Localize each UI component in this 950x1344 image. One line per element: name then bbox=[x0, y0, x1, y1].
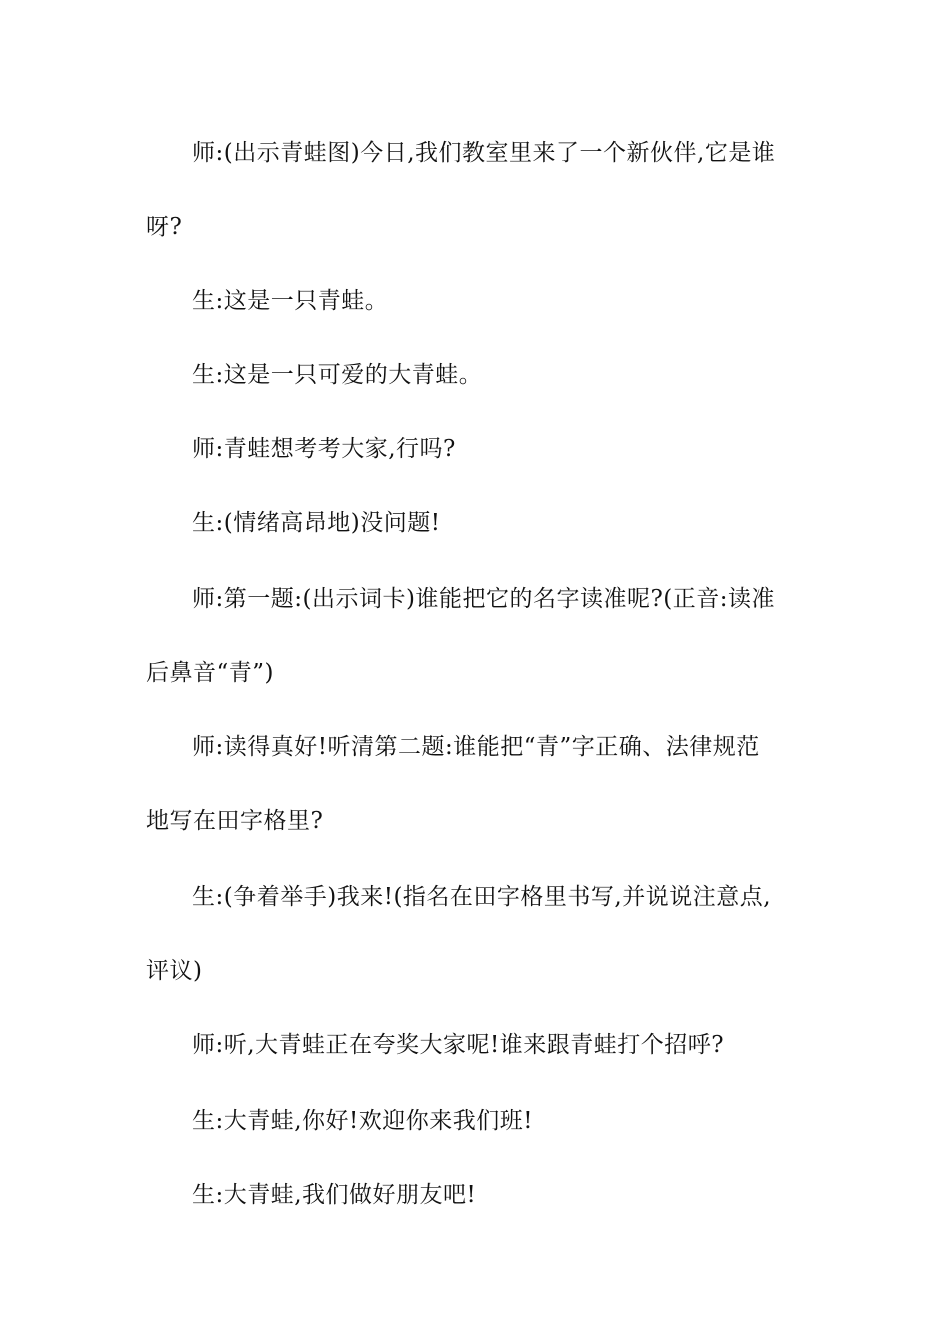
text-line: 生:(情绪高昂地)没问题! bbox=[192, 510, 441, 536]
text-line: 呀? bbox=[146, 214, 183, 240]
text-line: 生:大青蛙,我们做好朋友吧! bbox=[192, 1182, 477, 1208]
text-line: 地写在田字格里? bbox=[146, 808, 324, 834]
text-line: 评议) bbox=[146, 958, 203, 984]
text-line: 生:这是一只青蛙。 bbox=[192, 288, 389, 314]
text-line: 后鼻音“青”) bbox=[146, 660, 274, 686]
text-line: 师:读得真好!听清第二题:谁能把“青”字正确、法律规范 bbox=[192, 734, 760, 760]
text-line: 生:大青蛙,你好!欢迎你来我们班! bbox=[192, 1108, 534, 1134]
text-line: 师:第一题:(出示词卡)谁能把它的名字读准呢?(正音:读准 bbox=[192, 586, 775, 612]
text-line: 师:听,大青蛙正在夸奖大家呢!谁来跟青蛙打个招呼? bbox=[192, 1032, 725, 1058]
text-line: 师:(出示青蛙图)今日,我们教室里来了一个新伙伴,它是谁 bbox=[192, 140, 776, 166]
text-line: 师:青蛙想考考大家,行吗? bbox=[192, 436, 456, 462]
text-line: 生:(争着举手)我来!(指名在田字格里书写,并说说注意点, bbox=[192, 884, 772, 910]
text-line: 生:这是一只可爱的大青蛙。 bbox=[192, 362, 483, 388]
